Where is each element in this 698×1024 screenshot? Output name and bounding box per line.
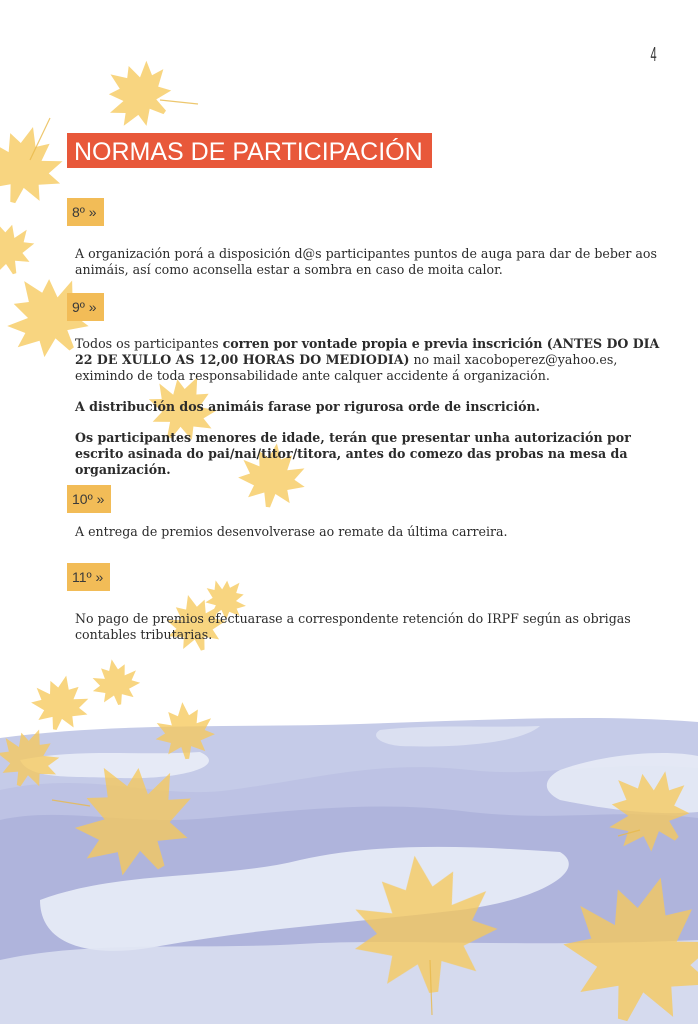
- maple-leaf-icon: [0, 116, 72, 213]
- rule-paragraph: [75, 611, 675, 643]
- paragraph-text: A entrega de premios desenvolverase ao remate da última carreira.: [75, 524, 508, 539]
- rule-paragraph: [75, 524, 675, 540]
- paragraph-text: corren por vontade propia e previa inscrición (ANTES DO DIA 22 DE XULLO AS 12,00 HORAS DO MEDIODIA): [75, 336, 660, 367]
- rule-paragraph: [75, 430, 665, 478]
- rule-tag: 9º »: [67, 293, 104, 321]
- paragraph-text: Todos os participantes: [75, 336, 223, 351]
- section-title: NORMAS DE PARTICIPACIÓN: [67, 133, 432, 168]
- rule-paragraph: [75, 336, 670, 384]
- paragraph-text: A distribución dos animáis farase por rigurosa orde de inscrición.: [75, 399, 541, 414]
- rule-tag: 8º »: [67, 198, 104, 226]
- maple-leaf-icon: [27, 670, 95, 736]
- maple-leaf-icon: [0, 212, 42, 284]
- rule-paragraph: [75, 399, 675, 415]
- rule-paragraph: [75, 246, 675, 278]
- maple-leaf-icon: [91, 46, 185, 141]
- rule-tag: 10º »: [67, 485, 111, 513]
- paragraph-text: A organización porá a disposición d@s participantes puntos de auga para dar de beber aos animáis, así como aconsella estar a sombra en caso de moita calor.: [75, 246, 657, 277]
- paragraph-text: Os participantes menores de idade, terán que presentar unha autorización por escrito asinada do pai/nai/titor/titora, antes do comezo das probas na mesa da organización.: [75, 430, 631, 477]
- paragraph-text: no mail xacoboperez@yahoo.es, eximindo de toda responsabilidade ante calquer accidente á organización.: [75, 352, 618, 383]
- page-number: 4: [650, 44, 657, 66]
- rule-tag: 11º »: [67, 563, 110, 591]
- maple-leaf-icon: [88, 655, 143, 709]
- paragraph-text: No pago de premios efectuarase a correspondente retención do IRPF según as obrigas contables tributarias.: [75, 611, 631, 642]
